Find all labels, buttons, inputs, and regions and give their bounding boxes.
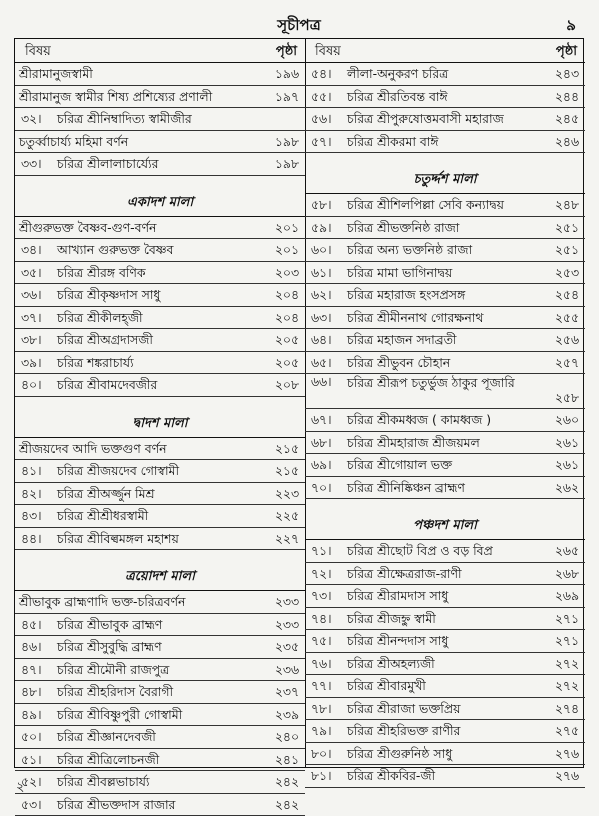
entry-number: ৬৬। <box>311 374 347 390</box>
entry-title: আখ্যান গুরুভক্ত বৈষ্ণব <box>57 239 257 261</box>
toc-entries-left <box>15 63 305 816</box>
toc-entry <box>15 262 305 285</box>
entry-page: ২৭২ <box>539 653 579 675</box>
toc-entry <box>305 374 585 409</box>
entry-title: চরিত্র শ্রীনিষ্কিঞ্চন ব্রাহ্মণ <box>347 477 537 499</box>
entry-number: ৪৭। <box>21 659 57 681</box>
entry-title: চরিত্র শ্রীপুরুষোত্তমবাসী মহারাজ <box>347 108 537 130</box>
entry-page: ২৪২ <box>259 771 299 793</box>
entry-number: ৬৩। <box>311 307 347 329</box>
entry-number: ৪৪। <box>21 528 57 550</box>
entry-page: ২৫১ <box>539 217 579 239</box>
entry-title: চরিত্র শ্রীগোয়াল ভক্ত <box>347 454 537 476</box>
section-spacer <box>305 153 585 163</box>
entry-title: লীলা-অনুকরণ চরিত্র <box>347 63 537 85</box>
entry-title: চরিত্র শ্রীক্ষেত্ররাজ-রাণী <box>347 563 537 585</box>
entry-page: ২০৪ <box>259 284 299 306</box>
entry-page: ২৩৬ <box>259 659 299 681</box>
entry-title: শ্রীরামানুজ স্বামীর শিষ্য প্রশিষ্যের প্রণালী <box>19 86 257 108</box>
footer-page-number: ২ <box>16 778 24 799</box>
toc-entry <box>305 262 585 285</box>
toc-entry <box>15 284 305 307</box>
page-number: ৯ <box>566 14 576 39</box>
entry-number: ৮০। <box>311 743 347 765</box>
entry-page: ২৩৯ <box>259 704 299 726</box>
entry-number: ৬২। <box>311 284 347 306</box>
toc-entry <box>305 63 585 86</box>
entry-page: ২৪৪ <box>539 86 579 108</box>
entry-number: ৭৭। <box>311 675 347 697</box>
entry-title: চরিত্র শ্রীশিলপিল্লা সেবি কন্যাদ্বয় <box>347 194 537 216</box>
entry-page: ২৩৩ <box>259 614 299 636</box>
entry-title: চরিত্র শ্রীবিল্বমঙ্গল মহাশয় <box>57 528 257 550</box>
page-header-label: পৃষ্ঠা <box>556 42 577 63</box>
entry-number: ৫৩। <box>21 794 57 816</box>
entry-title: চরিত্র শ্রীকীলহ্‌জী <box>57 307 257 329</box>
entry-title: চরিত্র শ্রীশ্রীধরস্বামী <box>57 505 257 527</box>
entry-page: ২৭৪ <box>539 698 579 720</box>
column-header <box>305 38 585 63</box>
entry-number: ৬৫। <box>311 352 347 374</box>
toc-entry <box>305 432 585 455</box>
entry-title: চরিত্র শ্রীনন্দদাস সাধু <box>347 630 537 652</box>
entry-title: চরিত্র শ্রীকমধ্বজ ( কামধ্বজ ) <box>347 409 537 431</box>
toc-entry <box>15 771 305 794</box>
entry-title: চরিত্র শ্রীভুবন চৌহান <box>347 352 537 374</box>
entry-number: ৩২। <box>21 108 57 130</box>
toc-entry <box>305 540 585 563</box>
entry-title: চরিত্র মামা ভাগিনাদ্বয় <box>347 262 537 284</box>
toc-entry <box>15 591 305 614</box>
entry-page: ২৩৫ <box>259 636 299 658</box>
entry-title: চরিত্র শ্রীনিম্বাদিত্য স্বামীজীর <box>57 108 257 130</box>
entry-page: ২৬৫ <box>539 540 579 562</box>
toc-entry <box>15 438 305 461</box>
toc-entry <box>305 329 585 352</box>
entry-page: ২০১ <box>259 239 299 261</box>
toc-column-left <box>15 38 306 767</box>
toc-entry <box>15 217 305 240</box>
entry-number: ৩৩। <box>21 153 57 175</box>
toc-entry <box>15 726 305 749</box>
entry-page: ২৫১ <box>539 239 579 261</box>
entry-number: ৪৯। <box>21 704 57 726</box>
section-heading: দ্বাদশ মালা <box>15 407 305 438</box>
entry-title: চরিত্র শ্রীরামদাস সাধু <box>347 585 537 607</box>
toc-entry <box>305 194 585 217</box>
toc-entry <box>305 477 585 500</box>
entry-title: চরিত্র অন্য ভক্তনিষ্ঠ রাজা <box>347 239 537 261</box>
entry-title: চরিত্র শ্রীভক্তদাস রাজার <box>57 794 257 816</box>
page-header <box>14 12 584 39</box>
entry-page: ১৯৮ <box>259 131 299 153</box>
toc-column-right <box>305 38 585 767</box>
entry-page: ২৫৩ <box>539 262 579 284</box>
toc-entry <box>305 698 585 721</box>
entry-number: ৩৫। <box>21 262 57 284</box>
section-spacer <box>305 499 585 509</box>
entry-page: ২২৭ <box>259 528 299 550</box>
entry-page: ২৬৯ <box>539 585 579 607</box>
entry-page: ১৯৮ <box>259 153 299 175</box>
entry-title: চরিত্র শ্রীঅহল্যজী <box>347 653 537 675</box>
toc-entry <box>305 131 585 154</box>
toc-entry <box>15 352 305 375</box>
entry-number: ৫১। <box>21 749 57 771</box>
subject-header: বিষয় <box>315 42 341 63</box>
toc-entries-right <box>305 63 585 788</box>
entry-title: চরিত্র শ্রীজ্ঞানদেবজী <box>57 726 257 748</box>
entry-page: ২৪৫ <box>539 108 579 130</box>
entry-page: ২০৫ <box>259 329 299 351</box>
entry-title: চরিত্র মহাজন সদাব্রতী <box>347 329 537 351</box>
toc-entry <box>15 86 305 109</box>
entry-number: ৫৮। <box>311 194 347 216</box>
entry-number: ৮১। <box>311 765 347 787</box>
entry-title: চরিত্র শ্রীমীননাথ গোরক্ষনাথ <box>347 307 537 329</box>
page-title: সূচীপত্র <box>14 14 584 39</box>
section-heading: চতুর্দ্দশ মালা <box>305 163 585 194</box>
toc-entry <box>305 720 585 743</box>
toc-entry <box>305 217 585 240</box>
entry-number: ৭৩। <box>311 585 347 607</box>
entry-page: ২০৮ <box>259 374 299 396</box>
entry-page: ২৩৩ <box>259 591 299 613</box>
toc-entry <box>15 131 305 154</box>
entry-title: চরিত্র শঙ্করাচার্য্য <box>57 352 257 374</box>
entry-page: ২৪২ <box>259 794 299 816</box>
entry-title: চরিত্র শ্রীজহ্নু স্বামী <box>347 608 537 630</box>
entry-number: ৩৯। <box>21 352 57 374</box>
section-spacer <box>15 397 305 407</box>
entry-page: ২২৫ <box>259 505 299 527</box>
entry-page: ২৫৮ <box>539 390 579 406</box>
entry-title: শ্রীভাবুক ব্রাহ্মণাদি ভক্ত-চরিত্রবর্ণন <box>19 591 257 613</box>
entry-title: চরিত্র শ্রীঅর্জ্জুন মিশ্র <box>57 483 257 505</box>
entry-title: চরিত্র শ্রীজয়দেব গোস্বামী <box>57 460 257 482</box>
entry-number: ৭৬। <box>311 653 347 675</box>
entry-number: ৭৮। <box>311 698 347 720</box>
entry-page: ২১৫ <box>259 438 299 460</box>
entry-title: চতুর্ব্বাচার্য্য মহিমা বর্ণন <box>19 131 257 153</box>
entry-number: ৫৬। <box>311 108 347 130</box>
toc-entry <box>15 749 305 772</box>
entry-number: ৫২। <box>21 771 57 793</box>
toc-entry <box>305 743 585 766</box>
section-spacer <box>15 176 305 186</box>
entry-number: ৪০। <box>21 374 57 396</box>
entry-number: ৪৮। <box>21 681 57 703</box>
section-spacer <box>15 550 305 560</box>
column-header <box>15 38 305 63</box>
entry-number: ৩৭। <box>21 307 57 329</box>
section-heading: পঞ্চদশ মালা <box>305 509 585 540</box>
entry-page: ২৭৫ <box>539 720 579 742</box>
entry-number: ৭৫। <box>311 630 347 652</box>
entry-number: ৭১। <box>311 540 347 562</box>
toc-entry <box>305 675 585 698</box>
entry-title: চরিত্র শ্রীবিষ্ণুপুরী গোস্বামী <box>57 704 257 726</box>
entry-page: ২৫৪ <box>539 284 579 306</box>
entry-title: শ্রীরামানুজস্বামী <box>19 63 257 85</box>
entry-number: ৬৯। <box>311 454 347 476</box>
entry-number: ৫৯। <box>311 217 347 239</box>
subject-header: বিষয় <box>25 42 51 63</box>
section-heading: ত্রয়োদশ মালা <box>15 560 305 591</box>
entry-number: ৩৪। <box>21 239 57 261</box>
toc-entry <box>305 409 585 432</box>
entry-number: ৩৬। <box>21 284 57 306</box>
entry-title: চরিত্র শ্রীবামদেবজীর <box>57 374 257 396</box>
entry-title: চরিত্র শ্রীঅগ্রদাসজী <box>57 329 257 351</box>
entry-page: ২৭১ <box>539 608 579 630</box>
entry-title: শ্রীজয়দেব আদি ভক্তগুণ বর্ণন <box>19 438 257 460</box>
entry-page: ২৪৮ <box>539 194 579 216</box>
entry-page: ২০৩ <box>259 262 299 284</box>
entry-page: ২৬২ <box>539 477 579 499</box>
entry-page: ২৫৫ <box>539 307 579 329</box>
toc-entry <box>15 659 305 682</box>
toc-entry <box>15 329 305 352</box>
toc-entry <box>15 794 305 816</box>
toc-entry <box>305 86 585 109</box>
entry-number: ৬০। <box>311 239 347 261</box>
entry-title: চরিত্র শ্রীত্রিলোচনজী <box>57 749 257 771</box>
entry-page: ২৫৬ <box>539 329 579 351</box>
entry-number: ৭৪। <box>311 608 347 630</box>
entry-number: ৬১। <box>311 262 347 284</box>
entry-title: চরিত্র শ্রীহরিভক্ত রাণীর <box>347 720 537 742</box>
entry-title: চরিত্র শ্রীলালাচার্য্যের <box>57 153 257 175</box>
entry-title: চরিত্র শ্রীবল্লভাচার্য্য <box>57 771 257 793</box>
entry-number: ৬৮। <box>311 432 347 454</box>
toc-entry <box>305 653 585 676</box>
entry-title: চরিত্র শ্রীমহারাজ শ্রীজয়মল <box>347 432 537 454</box>
toc-entry <box>15 63 305 86</box>
toc-entry <box>305 563 585 586</box>
toc-entry <box>305 585 585 608</box>
entry-number: ৫৪। <box>311 63 347 85</box>
entry-page: ২৫৭ <box>539 352 579 374</box>
toc-entry <box>15 704 305 727</box>
entry-number: ৪৬। <box>21 636 57 658</box>
entry-title: চরিত্র শ্রীহরিদাস বৈরাগী <box>57 681 257 703</box>
entry-title: চরিত্র শ্রীকরমা বাঈ <box>347 131 537 153</box>
entry-number: ৫৫। <box>311 86 347 108</box>
entry-page: ২৭৬ <box>539 743 579 765</box>
toc-entry <box>305 454 585 477</box>
toc-entry <box>305 307 585 330</box>
toc-entry <box>305 284 585 307</box>
toc-entry <box>305 608 585 631</box>
entry-page: ২৩৭ <box>259 681 299 703</box>
entry-page: ১৯৭ <box>259 86 299 108</box>
entry-page: ২৪৬ <box>539 131 579 153</box>
toc-entry <box>305 765 585 788</box>
entry-page: ২৭১ <box>539 630 579 652</box>
toc-entry <box>15 374 305 397</box>
entry-page: ২৪১ <box>259 749 299 771</box>
toc-entry <box>15 460 305 483</box>
entry-number: ৪৫। <box>21 614 57 636</box>
toc-entry <box>15 528 305 551</box>
entry-page: ২৭৬ <box>539 765 579 787</box>
entry-page: ২১৫ <box>259 460 299 482</box>
entry-title: চরিত্র শ্রীরতিবন্ত বাঈ <box>347 86 537 108</box>
entry-title: চরিত্র শ্রীভাবুক ব্রাহ্মণ <box>57 614 257 636</box>
entry-page: ২৬১ <box>539 454 579 476</box>
entry-page: ২৪৩ <box>539 63 579 85</box>
entry-title: চরিত্র শ্রীরঙ্গ বণিক <box>57 262 257 284</box>
entry-number: ৬৪। <box>311 329 347 351</box>
entry-page: ১৯৬ <box>259 63 299 85</box>
entry-number: ৭৯। <box>311 720 347 742</box>
toc-entry <box>305 352 585 375</box>
entry-title: চরিত্র শ্রীকৃষ্ণদাস সাধু <box>57 284 257 306</box>
entry-title: চরিত্র শ্রীছোট বিপ্র ও বড় বিপ্র <box>347 540 537 562</box>
entry-title: চরিত্র শ্রীমৌনী রাজপুত্র <box>57 659 257 681</box>
toc-entry <box>15 681 305 704</box>
entry-page: ২২৩ <box>259 483 299 505</box>
entry-title: চরিত্র শ্রীগুরুনিষ্ঠ সাধু <box>347 743 537 765</box>
entry-title: শ্রীগুরুভক্ত বৈষ্ণব-গুণ-বর্ণন <box>19 217 257 239</box>
entry-number: ৫০। <box>21 726 57 748</box>
entry-number: ৫৭। <box>311 131 347 153</box>
toc-entry <box>15 483 305 506</box>
entry-title: চরিত্র শ্রীবারমুখী <box>347 675 537 697</box>
entry-number: ৬৭। <box>311 409 347 431</box>
toc-entry <box>305 630 585 653</box>
entry-title: চরিত্র শ্রীকবির-জী <box>347 765 537 787</box>
entry-page: ২৬৮ <box>539 563 579 585</box>
toc-entry <box>305 108 585 131</box>
entry-number: ৪১। <box>21 460 57 482</box>
entry-page: ২০৪ <box>259 307 299 329</box>
entry-title: চরিত্র মহারাজ হংসপ্রসঙ্গ <box>347 284 537 306</box>
toc-entry <box>15 505 305 528</box>
entry-title: চরিত্র শ্রীরাজা ভক্তপ্রিয় <box>347 698 537 720</box>
toc-entry <box>15 636 305 659</box>
table-of-contents <box>14 38 584 768</box>
section-heading: একাদশ মালা <box>15 186 305 217</box>
page-header-label: পৃষ্ঠা <box>276 42 297 63</box>
entry-number: ৪২। <box>21 483 57 505</box>
entry-number: ৭০। <box>311 477 347 499</box>
entry-title: চরিত্র শ্রীসুবুদ্ধি ব্রাহ্মণ <box>57 636 257 658</box>
entry-number: ৭২। <box>311 563 347 585</box>
toc-entry <box>15 108 305 131</box>
entry-page: ২৬০ <box>539 409 579 431</box>
entry-page: ২০৫ <box>259 352 299 374</box>
entry-number: ৩৮। <box>21 329 57 351</box>
toc-entry <box>15 307 305 330</box>
toc-entry <box>15 614 305 637</box>
entry-page: ২৭২ <box>539 675 579 697</box>
toc-entry <box>15 153 305 176</box>
entry-page: ২৪০ <box>259 726 299 748</box>
entry-page: ২৬১ <box>539 432 579 454</box>
entry-page: ২০১ <box>259 217 299 239</box>
entry-title: চরিত্র শ্রীভক্তনিষ্ঠ রাজা <box>347 217 537 239</box>
toc-entry <box>305 239 585 262</box>
toc-entry <box>15 239 305 262</box>
entry-number: ৪৩। <box>21 505 57 527</box>
entry-title: চরিত্র শ্রীরূপ চতুর্ভুজ ঠাকুর পূজারি <box>347 375 537 391</box>
